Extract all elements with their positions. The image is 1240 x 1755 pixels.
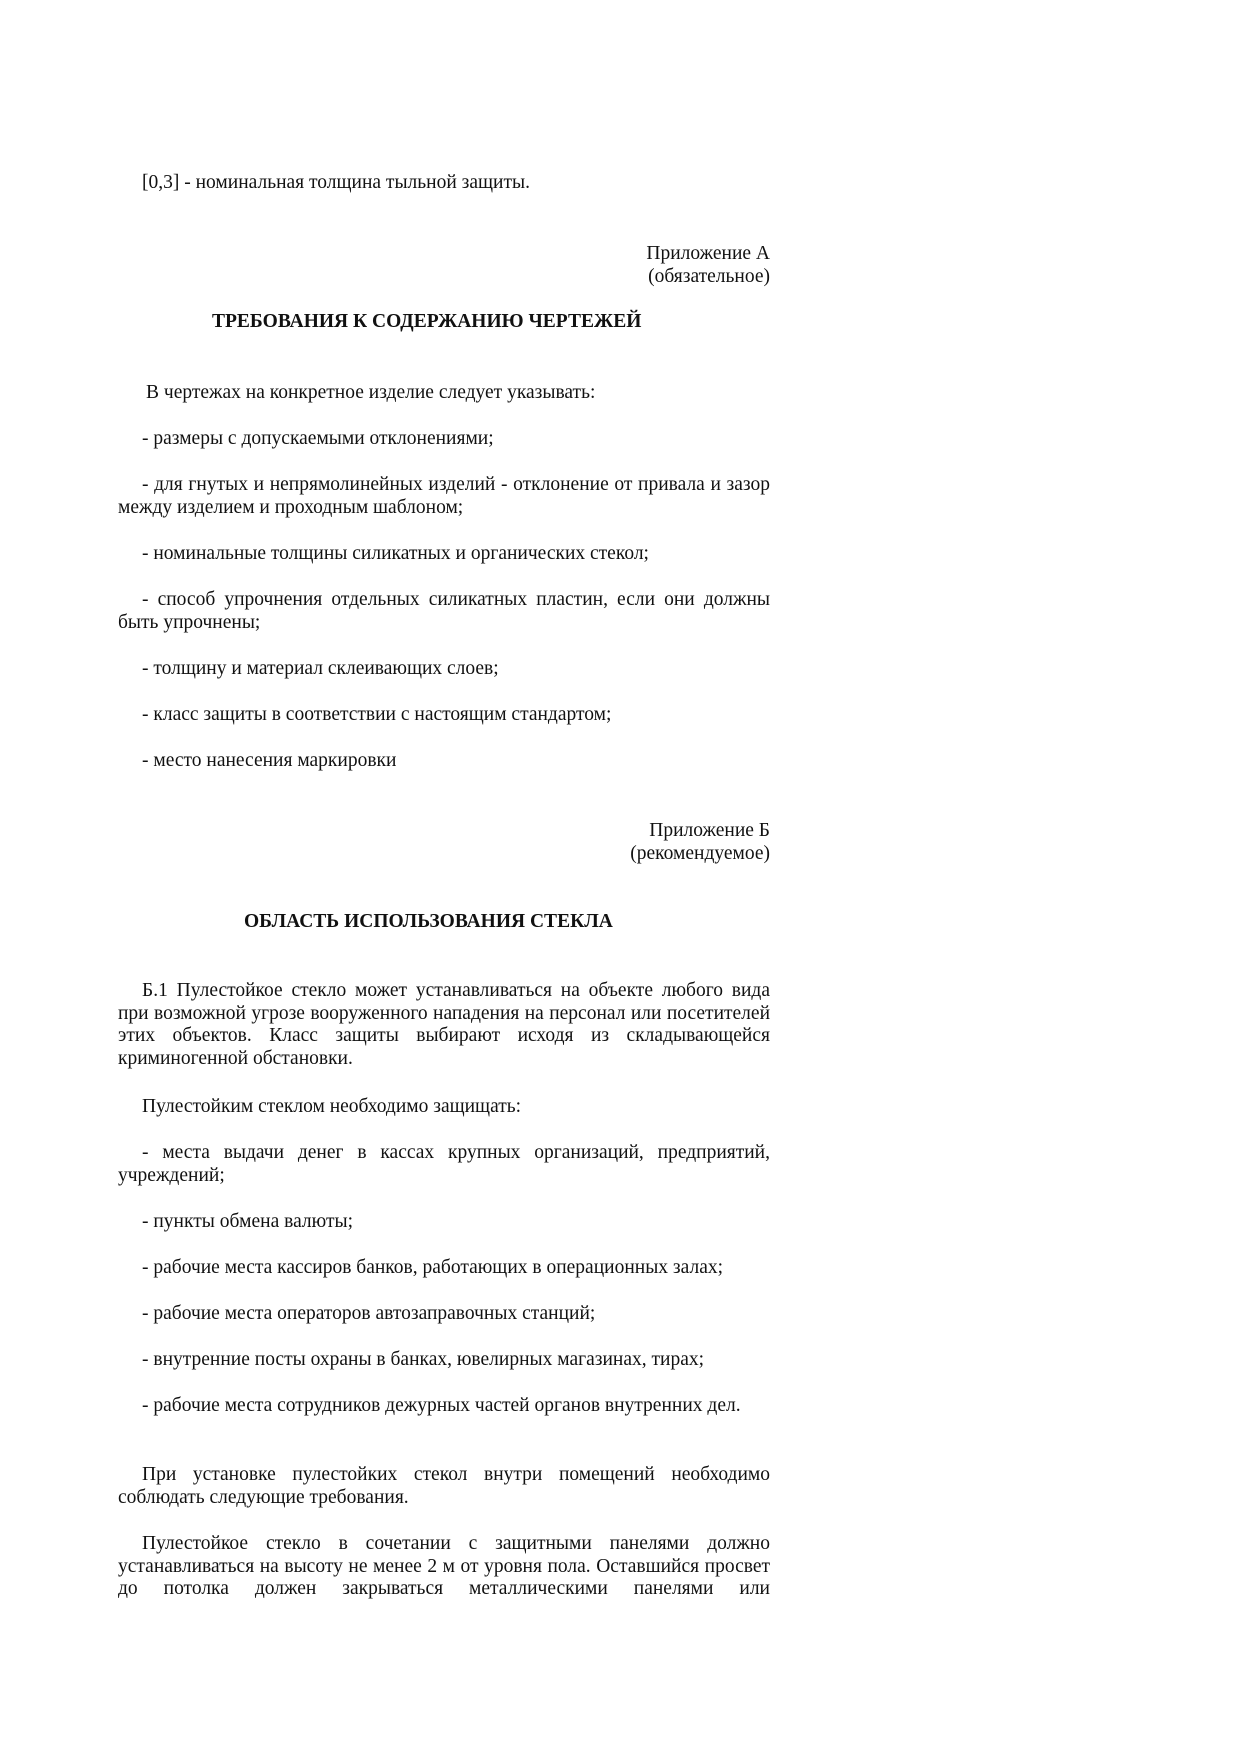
intro-line: [0,3] - номинальная толщина тыльной защиты. — [142, 172, 530, 193]
appendix-b-title: ОБЛАСТЬ ИСПОЛЬЗОВАНИЯ СТЕКЛА — [244, 911, 613, 932]
appendix-a-item: - класс защиты в соответствии с настоящим стандартом; — [142, 704, 612, 725]
appendix-b-paragraph-4: Пулестойкое стекло в сочетании с защитными панелями должно устанавливаться на высоту не менее 2 м от уровня пола. Оставшийся просвет до потолка должен закрываться металлическими панелями или — [118, 1533, 770, 1599]
appendix-a-label: Приложение А — [646, 243, 770, 264]
appendix-b-item: - пункты обмена валюты; — [142, 1211, 354, 1232]
appendix-a-lead: В чертежах на конкретное изделие следует указывать: — [146, 382, 596, 403]
appendix-b-label: Приложение Б — [649, 820, 770, 841]
appendix-b-item: - места выдачи денег в кассах крупных организаций, предприятий, учреждений; — [118, 1142, 770, 1186]
appendix-b-item: - рабочие места сотрудников дежурных частей органов внутренних дел. — [142, 1395, 741, 1416]
appendix-a-title: ТРЕБОВАНИЯ К СОДЕРЖАНИЮ ЧЕРТЕЖЕЙ — [212, 311, 642, 332]
appendix-a-item: - способ упрочнения отдельных силикатных пластин, если они должны быть упрочнены; — [118, 589, 770, 633]
appendix-b-item: - рабочие места кассиров банков, работающих в операционных залах; — [142, 1257, 724, 1278]
appendix-a-item: - место нанесения маркировки — [142, 750, 397, 771]
appendix-a-item: - размеры с допускаемыми отклонениями; — [142, 428, 494, 449]
appendix-a-status: (обязательное) — [648, 266, 770, 287]
appendix-b-paragraph-1: Б.1 Пулестойкое стекло может устанавливаться на объекте любого вида при возможной угрозе вооруженного нападения на персонал или посетителей этих объектов. Класс защиты выбирают исходя из складывающейся криминогенной обстановки. — [118, 980, 770, 1069]
appendix-b-item: - внутренние посты охраны в банках, ювелирных магазинах, тирах; — [142, 1349, 705, 1370]
appendix-a-item: - толщину и материал склеивающих слоев; — [142, 658, 499, 679]
appendix-b-paragraph-3: При установке пулестойких стекол внутри помещений необходимо соблюдать следующие требования. — [118, 1464, 770, 1508]
appendix-b-item: - рабочие места операторов автозаправочных станций; — [142, 1303, 596, 1324]
appendix-b-status: (рекомендуемое) — [630, 843, 770, 864]
appendix-a-item: - для гнутых и непрямолинейных изделий - отклонение от привала и зазор между изделием и проходным шаблоном; — [118, 474, 770, 518]
appendix-a-item: - номинальные толщины силикатных и органических стекол; — [142, 543, 649, 564]
appendix-b-paragraph-2: Пулестойким стеклом необходимо защищать: — [142, 1096, 522, 1117]
